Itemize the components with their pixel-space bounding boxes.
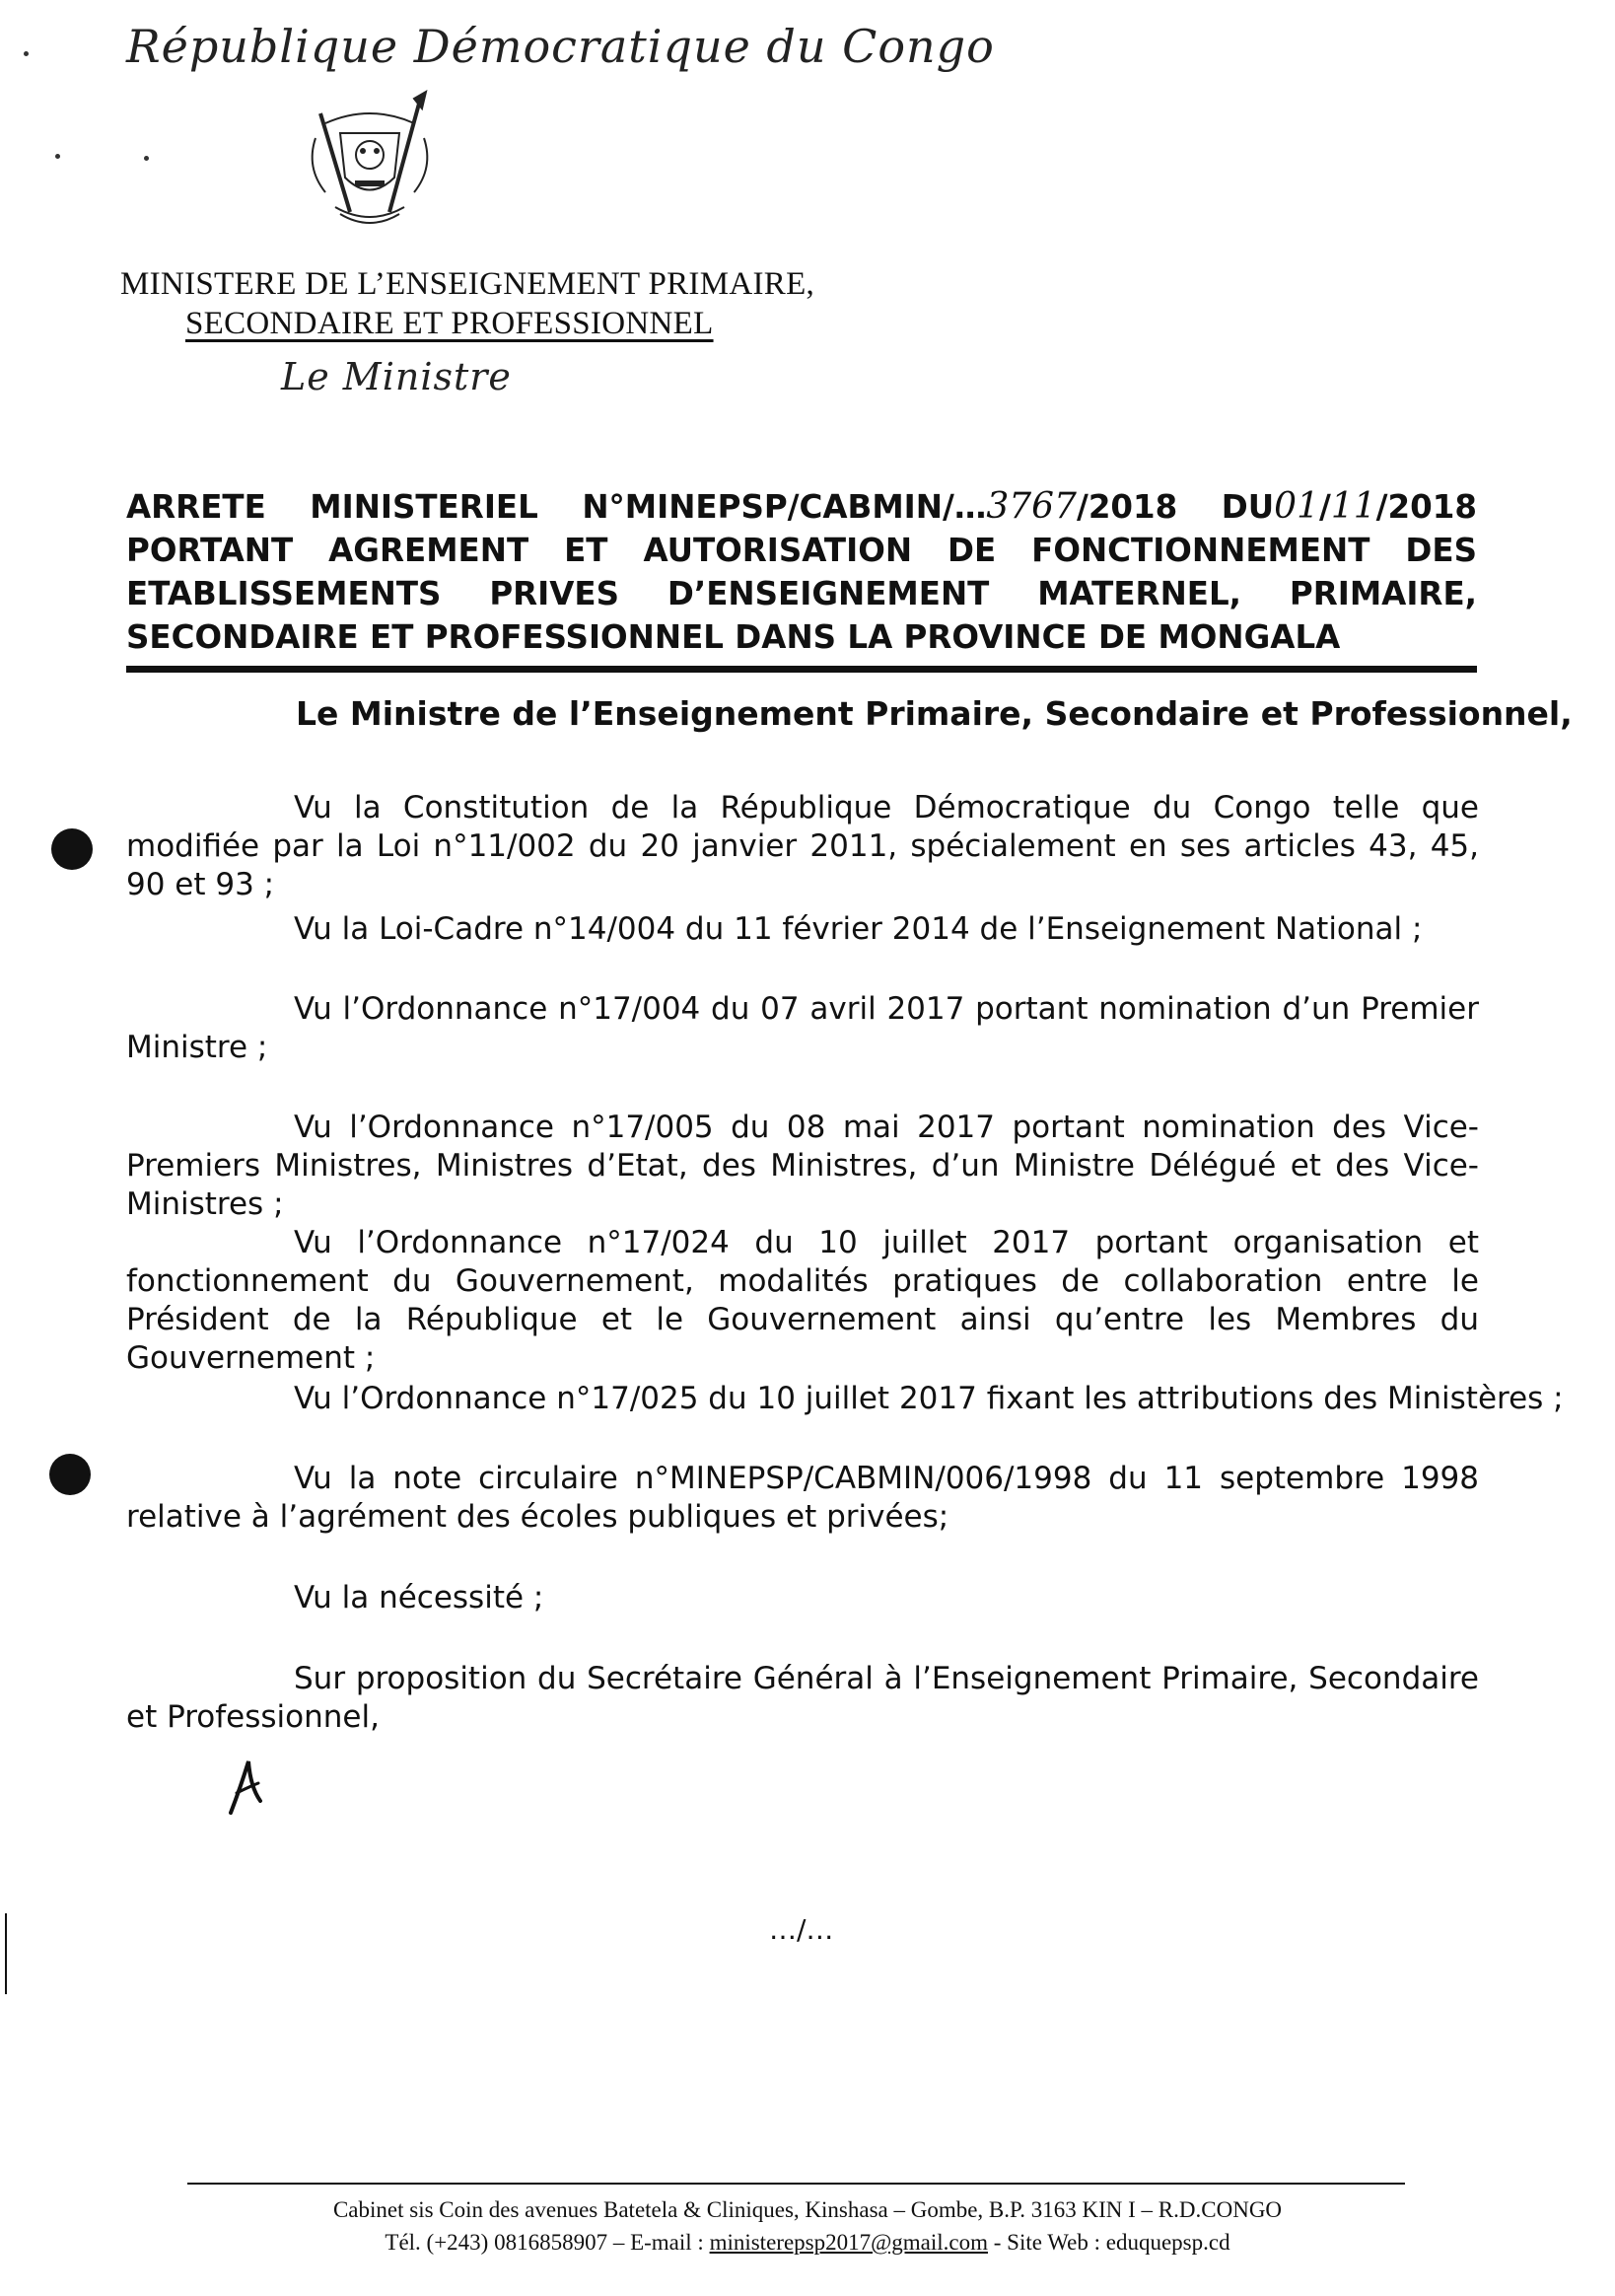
ministry-name-line2: SECONDAIRE ET PROFESSIONNEL bbox=[185, 306, 714, 341]
consideration-2: Vu la Loi-Cadre n°14/004 du 11 février 2014 de l’Enseignement National ; bbox=[294, 911, 1423, 947]
consideration-3-text: Vu l’Ordonnance n°17/004 du 07 avril 2017 portant nomination d’un Premier Ministre ; bbox=[126, 991, 1479, 1065]
consideration-5 bbox=[126, 1224, 1479, 1378]
consideration-9 bbox=[126, 1660, 1479, 1737]
coat-of-arms-emblem bbox=[296, 84, 444, 232]
decree-month: 11 bbox=[1330, 486, 1376, 527]
decree-year-du: /2018 DU bbox=[1076, 488, 1275, 526]
consideration-7 bbox=[126, 1460, 1479, 1537]
decree-dots: … bbox=[953, 488, 987, 526]
decree-title-line2: PORTANT AGREMENT ET AUTORISATION DE FONCTIONNEMENT DES bbox=[126, 532, 1477, 569]
decree-number: 3767 bbox=[986, 486, 1077, 527]
consideration-9-text: Sur proposition du Secrétaire Général à l’Enseignement Primaire, Secondaire et Professionnel, bbox=[126, 1661, 1479, 1735]
ministry-name-line1: MINISTERE DE L’ENSEIGNEMENT PRIMAIRE, bbox=[120, 266, 815, 302]
decree-title-line1 bbox=[126, 485, 1477, 529]
footer-contact bbox=[0, 2230, 1615, 2256]
footer-divider bbox=[187, 2183, 1405, 2185]
consideration-6: Vu l’Ordonnance n°17/025 du 10 juillet 2017 fixant les attributions des Ministères ; bbox=[294, 1381, 1564, 1416]
consideration-4 bbox=[126, 1109, 1479, 1224]
continuation-marker: …/… bbox=[769, 1913, 834, 1946]
decree-prefix: ARRETE MINISTERIEL N°MINEPSP/CABMIN/ bbox=[126, 488, 954, 526]
title-divider bbox=[126, 666, 1477, 673]
consideration-1 bbox=[126, 789, 1479, 904]
consideration-4-text: Vu l’Ordonnance n°17/005 du 08 mai 2017 portant nomination des Vice-Premiers Ministres, Ministres d’Etat, des Ministres, d’un Ministre Délégué et des Vice-Ministres ; bbox=[126, 1110, 1479, 1222]
scan-speck bbox=[144, 156, 149, 161]
decree-day: 01 bbox=[1274, 486, 1319, 527]
republic-header: République Démocratique du Congo bbox=[126, 20, 995, 73]
paraph-initial-mark bbox=[227, 1758, 266, 1817]
decree-title-line3: ETABLISSEMENTS PRIVES D’ENSEIGNEMENT MATERNEL, PRIMAIRE, bbox=[126, 575, 1477, 612]
punch-hole-mark bbox=[49, 1454, 91, 1495]
decree-year-end: /2018 bbox=[1375, 488, 1477, 526]
consideration-3 bbox=[126, 990, 1479, 1067]
scan-edge-line bbox=[5, 1913, 7, 1994]
punch-hole-mark bbox=[51, 828, 93, 870]
footer-address: Cabinet sis Coin des avenues Batetela & Cliniques, Kinshasa – Gombe, B.P. 3163 KIN I – R.D.CONGO bbox=[332, 2197, 1283, 2222]
decree-title-line4: SECONDAIRE ET PROFESSIONNEL DANS LA PROVINCE DE MONGALA bbox=[126, 618, 1341, 656]
scan-speck bbox=[55, 154, 60, 159]
consideration-8: Vu la nécessité ; bbox=[294, 1580, 544, 1615]
consideration-5-text: Vu l’Ordonnance n°17/024 du 10 juillet 2017 portant organisation et fonctionnement du Gouvernement, modalités pratiques de collaboration entre le Président de la République et le Gouvernement ainsi qu’entre les Membres du Gouvernement ; bbox=[126, 1225, 1479, 1376]
consideration-1-text: Vu la Constitution de la République Démocratique du Congo telle que modifiée par la Loi n°11/002 du 20 janvier 2011, spécialement en ses articles 43, 45, 90 et 93 ; bbox=[126, 790, 1479, 902]
intro-statement: Le Ministre de l’Enseignement Primaire, Secondaire et Professionnel, bbox=[296, 694, 1573, 733]
scan-speck bbox=[24, 51, 29, 56]
footer-website: - Site Web : eduquepsp.cd bbox=[988, 2230, 1230, 2255]
minister-signature: Le Ministre bbox=[281, 355, 512, 398]
consideration-7-text: Vu la note circulaire n°MINEPSP/CABMIN/006/1998 du 11 septembre 1998 relative à l’agrément des écoles publiques et privées; bbox=[126, 1461, 1479, 1535]
footer-email-link[interactable]: ministerepsp2017@gmail.com bbox=[709, 2230, 989, 2255]
decree-date-sep: / bbox=[1318, 488, 1331, 526]
footer-phone: Tél. (+243) 0816858907 – E-mail : bbox=[385, 2230, 710, 2255]
